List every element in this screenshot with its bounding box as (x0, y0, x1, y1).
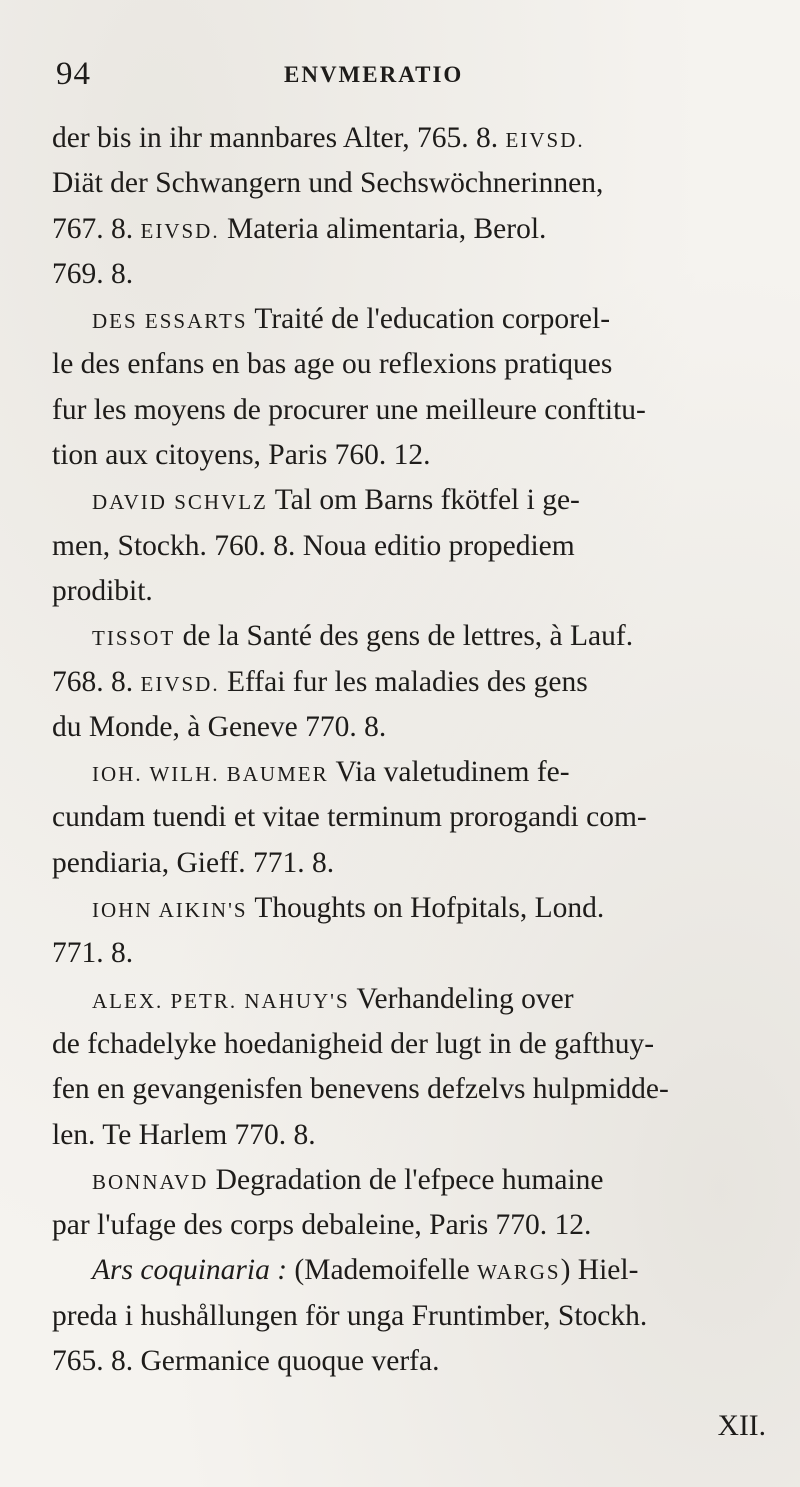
author-name: EIVSD. (505, 128, 585, 152)
text-line (52, 433, 774, 478)
text-run: men, Stockh. 760. 8. Noua editio propediem (52, 529, 575, 562)
text-run: Traité de l'education corporel- (247, 303, 611, 336)
text-run: 768. 8. (52, 665, 141, 698)
text-run: le des enfans en bas age ou reflexions pratiques (52, 348, 613, 381)
text-line (52, 1248, 774, 1293)
text-run: len. Te Harlem 770. 8. (52, 1118, 316, 1151)
text-run: 769. 8. (52, 257, 134, 290)
text-line (52, 116, 774, 161)
text-run: 767. 8. (52, 212, 141, 245)
text-run: de la Santé des gens de lettres, à Lauf. (175, 620, 634, 653)
text-run: der bis in ihr mannbares Alter, 765. 8. (52, 122, 506, 154)
text-run: Effai fur les maladies des gens (219, 665, 588, 698)
text-line (52, 478, 774, 523)
text-line (52, 569, 774, 614)
author-name: EIVSD. (140, 218, 220, 243)
text-run: 771. 8. (52, 937, 134, 970)
author-name: IOHN AIKIN'S (92, 898, 248, 923)
text-line (52, 1339, 774, 1384)
page-number: 94 (56, 56, 91, 92)
author-name: WARGS (477, 1260, 561, 1285)
text-run: Degradation de l'efpece humaine (208, 1163, 604, 1196)
author-name: DAVID SCHVLZ (92, 490, 268, 515)
text-run: Thoughts on Hofpitals, Lond. (247, 892, 605, 925)
text-line (52, 660, 774, 705)
text-run: fur les moyens de procurer une meilleure conftitu- (52, 393, 646, 426)
author-name: BONNAVD (92, 1169, 209, 1194)
text-run: cundam tuendi et vitae terminum prorogandi com- (52, 801, 647, 834)
text-run: fen en gevangenisfen benevens defzelvs hulpmidde- (52, 1073, 669, 1106)
author-name: EIVSD. (140, 671, 220, 696)
text-run: preda i hushållungen för unga Fruntimber, Stockh. (52, 1299, 648, 1332)
author-name: TISSOT (92, 626, 176, 651)
running-head: ENVMERATIO (284, 62, 464, 87)
text-line (52, 342, 774, 387)
text-line (52, 1067, 774, 1112)
text-line (52, 252, 774, 297)
text-run: prodibit. (52, 574, 153, 607)
page-header (56, 56, 760, 96)
italic-title: Ars coquinaria : (92, 1254, 288, 1287)
text-line (52, 1294, 774, 1339)
text-line (52, 1022, 774, 1067)
text-line (52, 1158, 774, 1203)
text-line (52, 931, 774, 976)
author-name: ALEX. PETR. NAHUY'S (92, 988, 350, 1013)
text-line (52, 750, 774, 795)
text-run: de fchadelyke hoedanigheid der lugt in de gafthuy- (52, 1027, 655, 1060)
text-line (52, 207, 774, 252)
text-run: Diät der Schwangern und Sechswöchnerinnen, (52, 167, 604, 200)
text-line (52, 614, 774, 659)
text-run: Tal om Barns fkötfel i ge- (267, 484, 580, 517)
text-run: pendiaria, Gieff. 771. 8. (52, 846, 335, 879)
text-run: tion aux citoyens, Paris 760. 12. (52, 439, 431, 472)
text-run: Materia alimentaria, Berol. (219, 212, 547, 245)
text-line (52, 841, 774, 886)
text-run: Verhandeling over (349, 982, 574, 1015)
text-line (52, 795, 774, 840)
text-line (52, 161, 774, 206)
text-line (52, 1113, 774, 1158)
text-line (52, 524, 774, 569)
text-line (52, 388, 774, 433)
text-line (52, 297, 774, 342)
text-run: ) Hiel- (560, 1254, 639, 1287)
text-line (52, 977, 774, 1022)
text-run: du Monde, à Geneve 770. 8. (52, 710, 387, 743)
text-run: par l'ufage des corps debaleine, Paris 770. 12. (52, 1209, 592, 1242)
text-line (52, 886, 774, 931)
author-name: DES ESSARTS (92, 309, 248, 334)
text-run: Via valetudinem fe- (328, 756, 570, 789)
text-run: (Mademoifelle (287, 1254, 478, 1287)
text-run: 765. 8. Germanice quoque verfa. (52, 1345, 440, 1378)
body-text (52, 116, 774, 1384)
text-line (52, 705, 774, 750)
author-name: IOH. WILH. BAUMER (92, 762, 329, 787)
catchword: XII. (717, 1410, 766, 1442)
text-line (52, 1203, 774, 1248)
